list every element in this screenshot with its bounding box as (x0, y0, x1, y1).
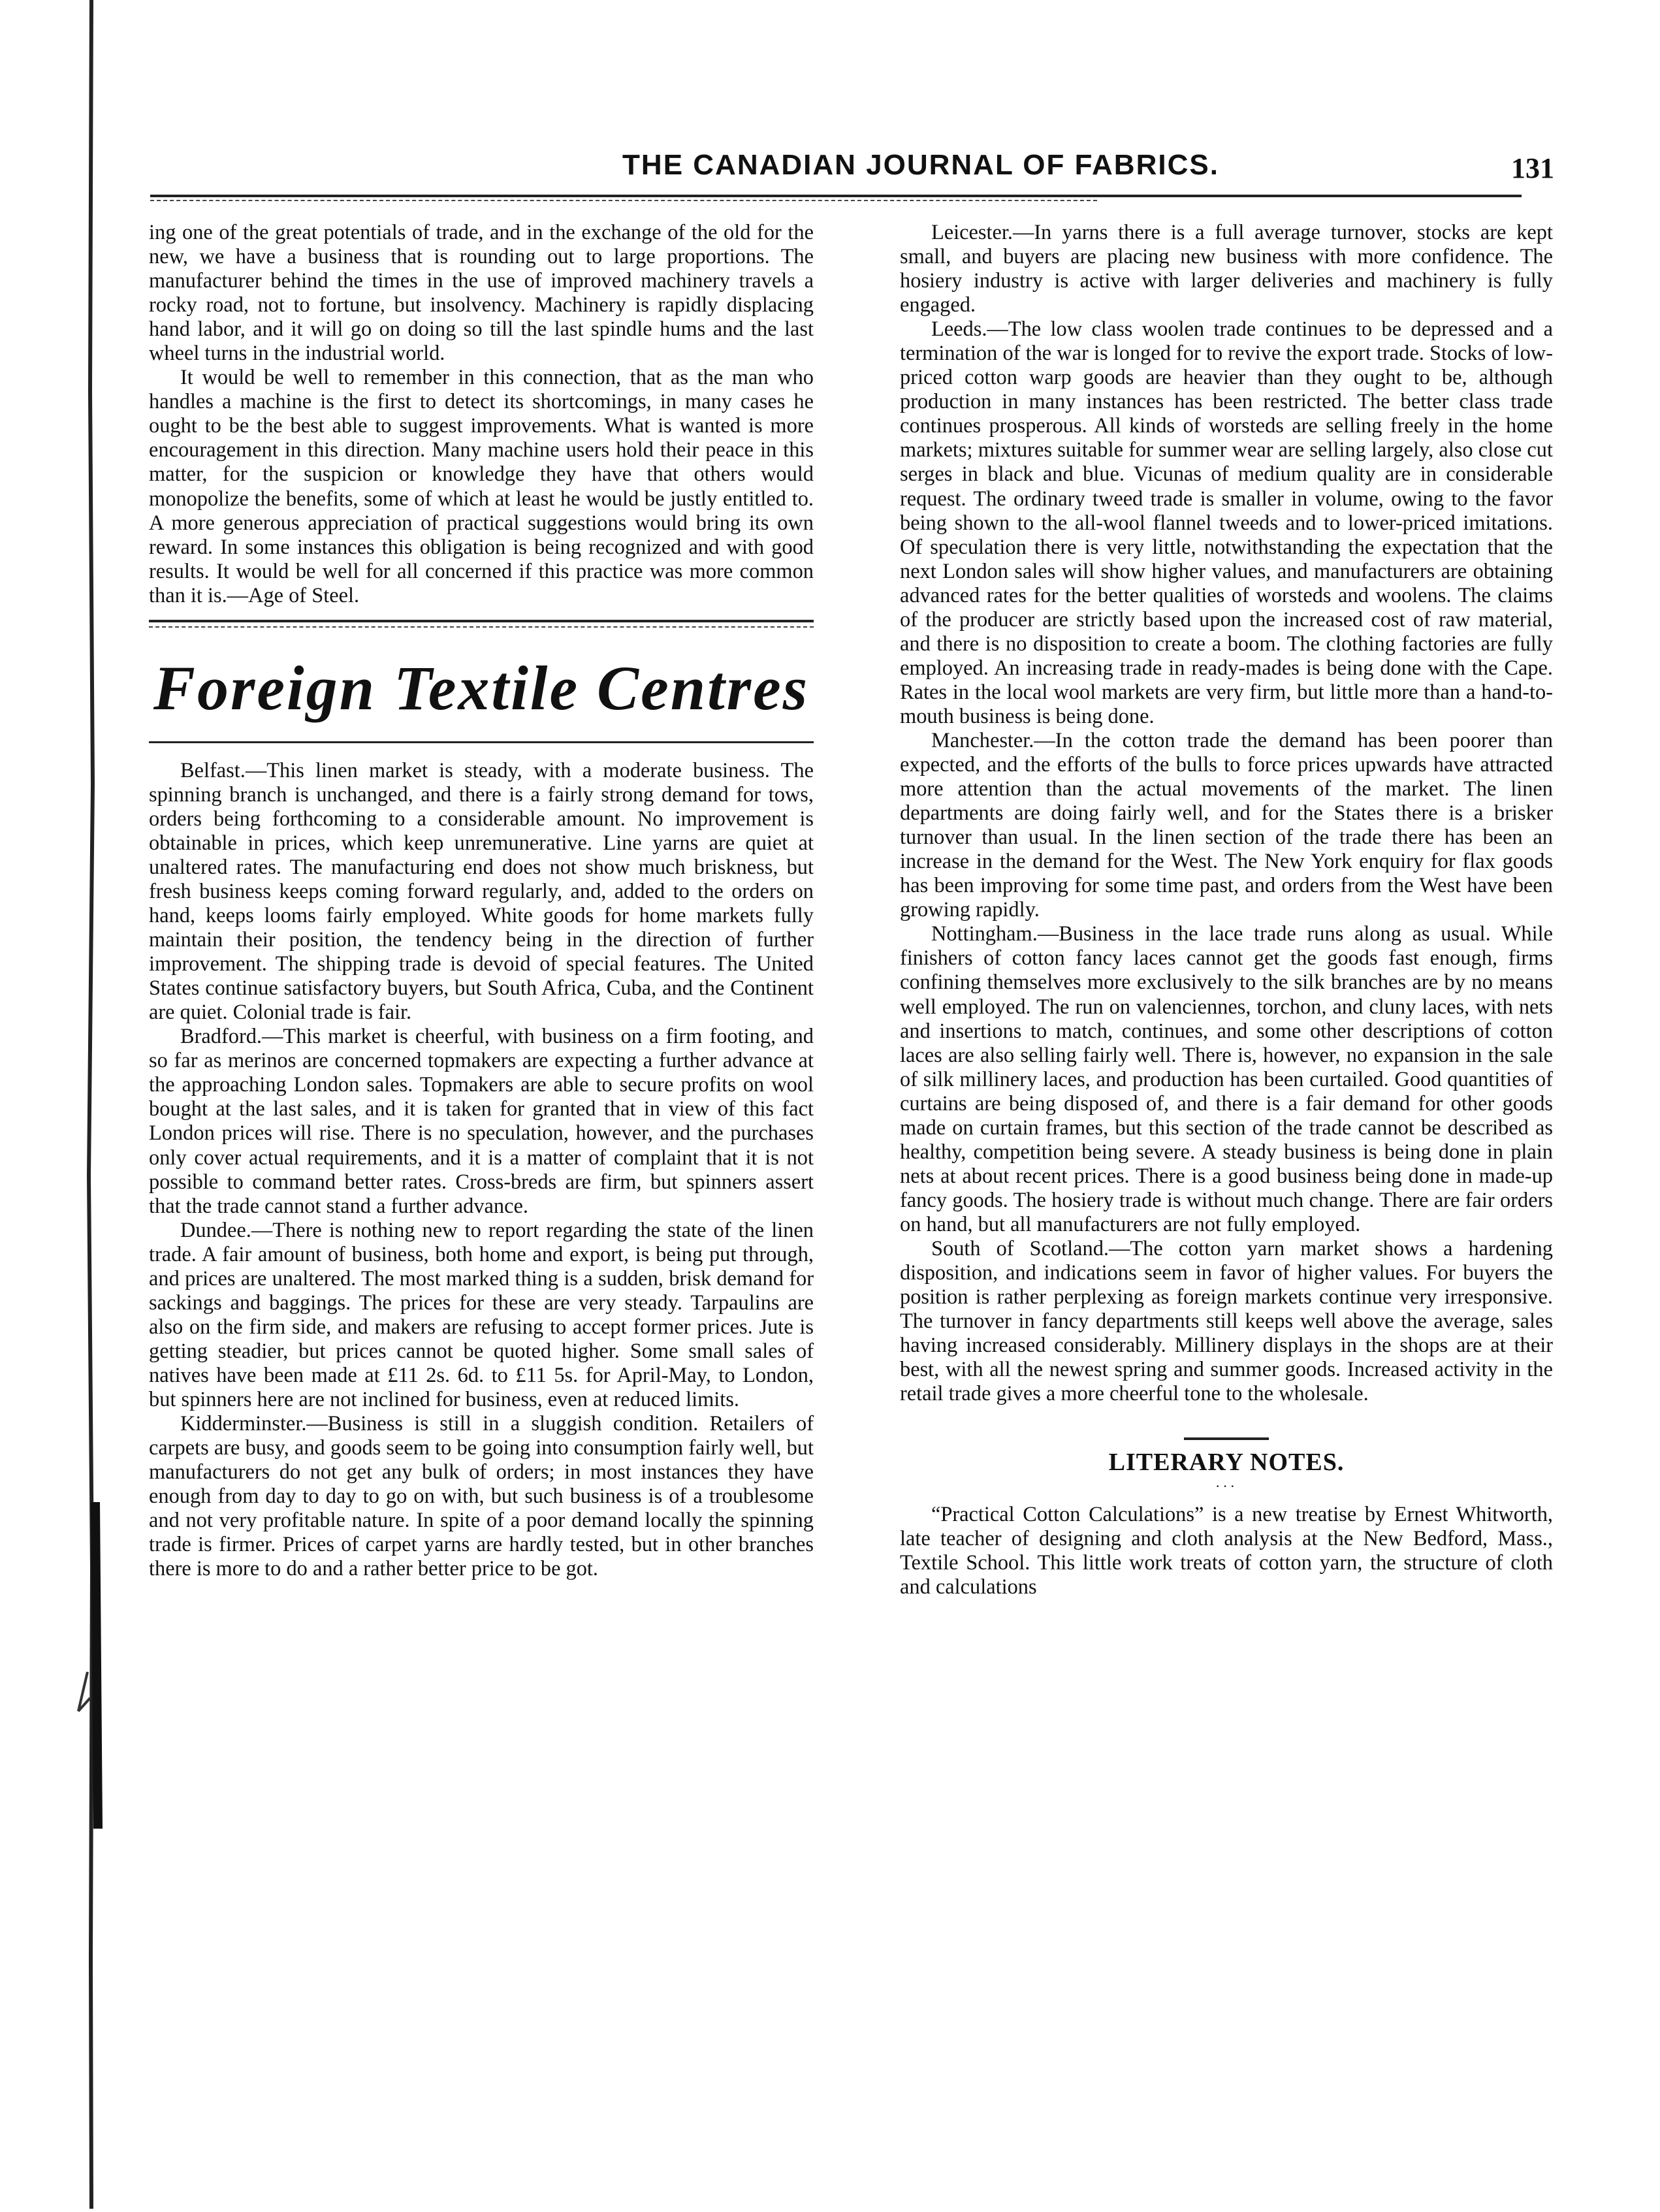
nottingham-paragraph: Nottingham.—Business in the lace trade runs along as usual. While finishers of cotton fancy laces cannot get the goods fast enough, firms confining themselves more exclusively to the silk branches are by no means well employed. The run on valenciennes, torchon, and cluny laces, with nets and insertions to match, continues, and some other descriptions of cotton laces are also selling fairly well. There is, however, no expansion in the sale of silk millinery laces, and production has been curtailed. Good quantities of curtains are being disposed of, and there is a fair demand for other goods made on curtain frames, but this section of the trade cannot be described as healthy, competition being severe. A steady business is being done in plain nets at about recent prices. There is a good business being done in made-up fancy goods. The hosiery trade is without much change. There are fair orders on hand, but all manufacturers are not fully employed. (900, 922, 1553, 1236)
intro-paragraph-1: ing one of the great potentials of trade, and in the exchange of the old for the new, we have a business that is rounding out to large proportions. The manufacturer behind the times in the use of improved machinery travels a rocky road, not to fortune, but insolvency. Machinery is rapidly displacing hand labor, and it will go on doing so till the last spindle hums and the last wheel turns in the industrial world. (149, 221, 814, 366)
intro-paragraph-2: It would be well to remember in this connection, that as the man who handles a machine is the first to detect its shortcomings, in many cases he ought to be the best able to suggest improvements. What is wanted is more encouragement in this direction. Many machine users hold their peace in this matter, for the suspicion or knowledge they have that others would monopolize the benefits, some of which at least he would be justly entitled to. A more generous appreciation of practical suggestions would bring its own reward. In some instances this obligation is being recognized and with good results. It would be well for all concerned if this practice was more common than it is.—Age of Steel. (149, 366, 814, 607)
header-rule (150, 195, 1522, 197)
south-of-scotland-paragraph: South of Scotland.—The cotton yarn market shows a hardening disposition, and indications seem in favor of higher values. For buyers the position is rather perplexing as foreign markets continue very irresponsive. The turnover in fancy departments still keeps well above the average, sales having increased considerably. Millinery displays in the shops are at their best, with all the newest spring and summer goods. Increased activity in the retail trade gives a more cheerful tone to the wholesale. (900, 1236, 1553, 1406)
section-heading: Foreign Textile Centres (153, 652, 810, 723)
leicester-paragraph: Leicester.—In yarns there is a full average turnover, stocks are kept small, and buyers are placing new business with more confidence. The hosiery industry is active with larger deliveries and machinery is fully engaged. (900, 221, 1553, 317)
section-rule-dashed (149, 626, 814, 628)
leeds-paragraph: Leeds.—The low class woolen trade continues to be depressed and a termination of the war is longed for to revive the export trade. Stocks of low-priced cotton warp goods are heavier than they ought to be, although production in many instances has been restricted. The better class trade continues prosperous. All kinds of worsteds are selling freely in the home markets; mixtures suitable for summer wear are selling largely, also close cut serges in black and blue. Vicunas of medium quality are in considerable request. The ordinary tweed trade is smaller in volume, owing to the favor being shown to the all-wool flannel tweeds and to lower-priced imitations. Of speculation there is very little, notwithstanding the expectation that the next London sales will show higher values, and manufacturers are obtaining advanced rates for the better qualities of worsteds and woolens. The claims of the producer are strictly based upon the increased cost of raw material, and there is no disposition to create a boom. The clothing factories are fully employed. An increasing trade in ready-mades is being done with the Cape. Rates in the local wool markets are very firm, but little more than a hand-to-mouth business is being done. (900, 317, 1553, 728)
manchester-paragraph: Manchester.—In the cotton trade the demand has been poorer than expected, and the efforts of the bulls to force prices upwards have attracted more attention than the actual movements of the market. The linen departments are doing fairly well, and for the States there is a brisker turnover than usual. In the linen section of the trade there has been an increase in the demand for the West. The New York enquiry for flax goods has been improving for some time past, and orders from the West have been growing rapidly. (900, 728, 1553, 922)
section-rule (149, 620, 814, 622)
kidderminster-paragraph: Kidderminster.—Business is still in a sluggish condition. Retailers of carpets are busy, and goods seem to be going into consumption fairly well, but manufacturers do not get any bulk of orders; in most instances they have enough from day to day to go on with, but such business is of a troublesome and not very profitable nature. In spite of a poor demand locally the spinning trade is firmer. Prices of carpet yarns are hardly tested, but in other branches there is more to do and a rather better price to be got. (149, 1412, 814, 1581)
page-number: 131 (1511, 152, 1554, 184)
belfast-paragraph: Belfast.—This linen market is steady, with a moderate business. The spinning branch is unchanged, and there is a fairly strong demand for tows, orders being forthcoming to a considerable amount. No improvement is obtainable in prices, which keep unremunerative. Line yarns are quiet at unaltered rates. The manufacturing end does not show much briskness, but fresh business keeps coming forward regularly, and, added to the orders on hand, keeps looms fairly employed. White goods for home markets fully maintain their position, the tendency being in the direction of further improvement. The shipping trade is devoid of special features. The United States continue satisfactory buyers, but South Africa, Cuba, and the Continent are quiet. Colonial trade is fair. (149, 758, 814, 1025)
heading-underline (149, 741, 814, 743)
notes-ornament: ··· (1215, 1478, 1237, 1495)
literary-notes-paragraph: “Practical Cotton Calculations” is a new treatise by Ernest Whitworth, late teacher of designing and cloth analysis at the New Bedford, Mass., Textile School. This little work treats of cotton yarn, the structure of cloth and calculations (900, 1503, 1553, 1599)
journal-title: THE CANADIAN JOURNAL OF FABRICS. (622, 149, 1219, 181)
dundee-paragraph: Dundee.—There is nothing new to report regarding the state of the linen trade. A fair amount of business, both home and export, is being put through, and prices are unaltered. The most marked thing is a sudden, brisk demand for sackings and baggings. The prices for these are very steady. Tarpaulins are also on the firm side, and makers are refusing to accept former prices. Jute is getting steadier, but prices cannot be quoted higher. Some small sales of natives have been made at £11 2s. 6d. to £11 5s. for April-May, to London, but spinners here are not inclined for business, even at reduced limits. (149, 1218, 814, 1411)
left-column (149, 221, 814, 1581)
page-header (98, 149, 1554, 188)
page-binding-edge (0, 0, 104, 2209)
bradford-paragraph: Bradford.—This market is cheerful, with business on a firm footing, and so far as merinos are concerned topmakers are expecting a further advance at the approaching London sales. Topmakers are able to secure profits on wool bought at the last sales, and it is taken for granted that in view of this fact London prices will rise. There is no speculation, however, and the purchases only cover actual requirements, and it is a matter of complaint that it is not possible to command better rates. Cross-breds are firm, but spinners assert that the trade cannot stand a further advance. (149, 1025, 814, 1218)
notes-rule (1184, 1437, 1269, 1440)
header-rule-dashed (150, 200, 1097, 201)
right-column (900, 221, 1553, 1599)
literary-notes-heading: LITERARY NOTES. (1108, 1449, 1345, 1477)
